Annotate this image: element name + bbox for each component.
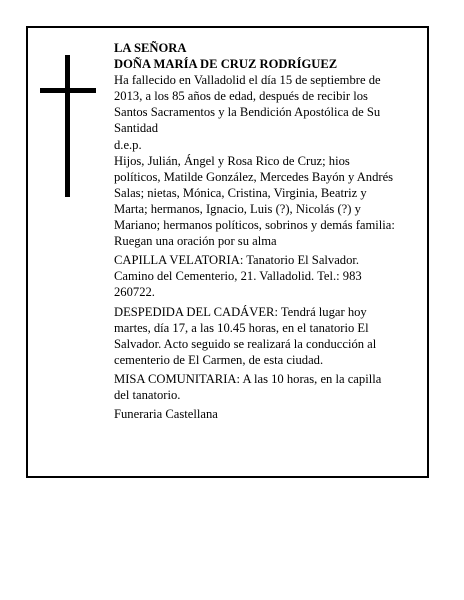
family-line: Mariano; hermanos políticos, sobrinos y demás familia: [114,218,395,233]
farewell-line: Salvador. Acto seguido se realizará la conducción al [114,336,377,351]
obituary-text [114,40,416,422]
cross-horizontal-bar [40,88,96,93]
chapel-line: 260722. [114,285,155,300]
notice-heading: LA SEÑORA [114,41,187,55]
deceased-name: DOÑA MARÍA DE CRUZ RODRÍGUEZ [114,57,338,72]
farewell-line: martes, día 17, a las 10.45 horas, en el tanatorio El [114,320,369,335]
cross-vertical-bar [65,55,70,197]
family-line: Hijos, Julián, Ángel y Rosa Rico de Cruz; hios [114,153,350,168]
family-line: Salas; nietas, Mónica, Cristina, Virginia, Beatriz y [114,185,367,200]
mass-line: MISA COMUNITARIA: A las 10 horas, en la capilla [114,371,382,386]
farewell-line: DESPEDIDA DEL CADÁVER: Tendrá lugar hoy [114,304,367,319]
cross-icon [40,55,96,197]
chapel-line: CAPILLA VELATORIA: Tanatorio El Salvador. [114,253,360,268]
family-line: Marta; hermanos, Ignacio, Luis (?), Nicolás (?) y [114,201,361,216]
prayer-request: Ruegan una oración por su alma [114,234,277,249]
chapel-line: Camino del Cementerio, 21. Valladolid. Tel.: 983 [114,269,362,284]
rip-abbreviation: d.e.p. [114,137,142,152]
funeral-home: Funeraria Castellana [114,407,218,422]
mass-line: del tanatorio. [114,387,181,402]
death-announcement-line: 2013, a los 85 años de edad, después de recibir los [114,89,368,104]
farewell-line: cementerio de El Carmen, de esta ciudad. [114,352,324,367]
family-line: políticos, Matilde González, Mercedes Bayón y Andrés [114,169,394,184]
death-announcement-line: Santos Sacramentos y la Bendición Apostólica de Su [114,105,381,120]
death-announcement-line: Santidad [114,121,159,136]
death-announcement-line: Ha fallecido en Valladolid el día 15 de septiembre de [114,73,381,88]
